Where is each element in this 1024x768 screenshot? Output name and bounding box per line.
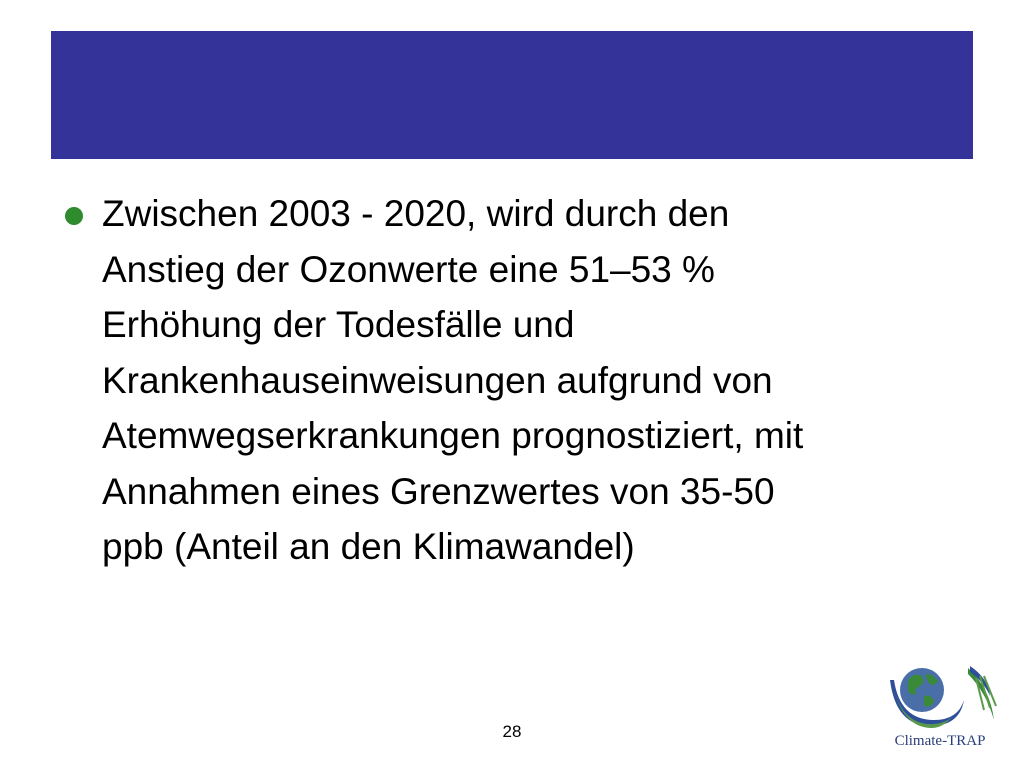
logo-label: Climate-TRAP bbox=[894, 733, 986, 749]
bullet-dot-icon bbox=[65, 207, 83, 225]
title-bar bbox=[51, 31, 973, 159]
bullet-line: ppb (Anteil an den Klimawandel) bbox=[102, 526, 635, 567]
bullet-line: Atemwegserkrankungen prognostiziert, mit bbox=[102, 415, 804, 456]
bullet-line: Anstieg der Ozonwerte eine 51–53 % bbox=[102, 248, 715, 290]
slide-number: 28 bbox=[502, 722, 522, 741]
globe-icon bbox=[900, 668, 944, 712]
bullet-line: Erhöhung der Todesfälle und bbox=[102, 304, 575, 345]
bullet-line: Zwischen 2003 - 2020, wird durch den bbox=[102, 193, 730, 234]
bullet-line: Krankenhauseinweisungen aufgrund von bbox=[102, 359, 773, 401]
bullet-text bbox=[102, 186, 982, 575]
bullet-line: Annahmen eines Grenzwertes von 35-50 bbox=[102, 470, 775, 512]
